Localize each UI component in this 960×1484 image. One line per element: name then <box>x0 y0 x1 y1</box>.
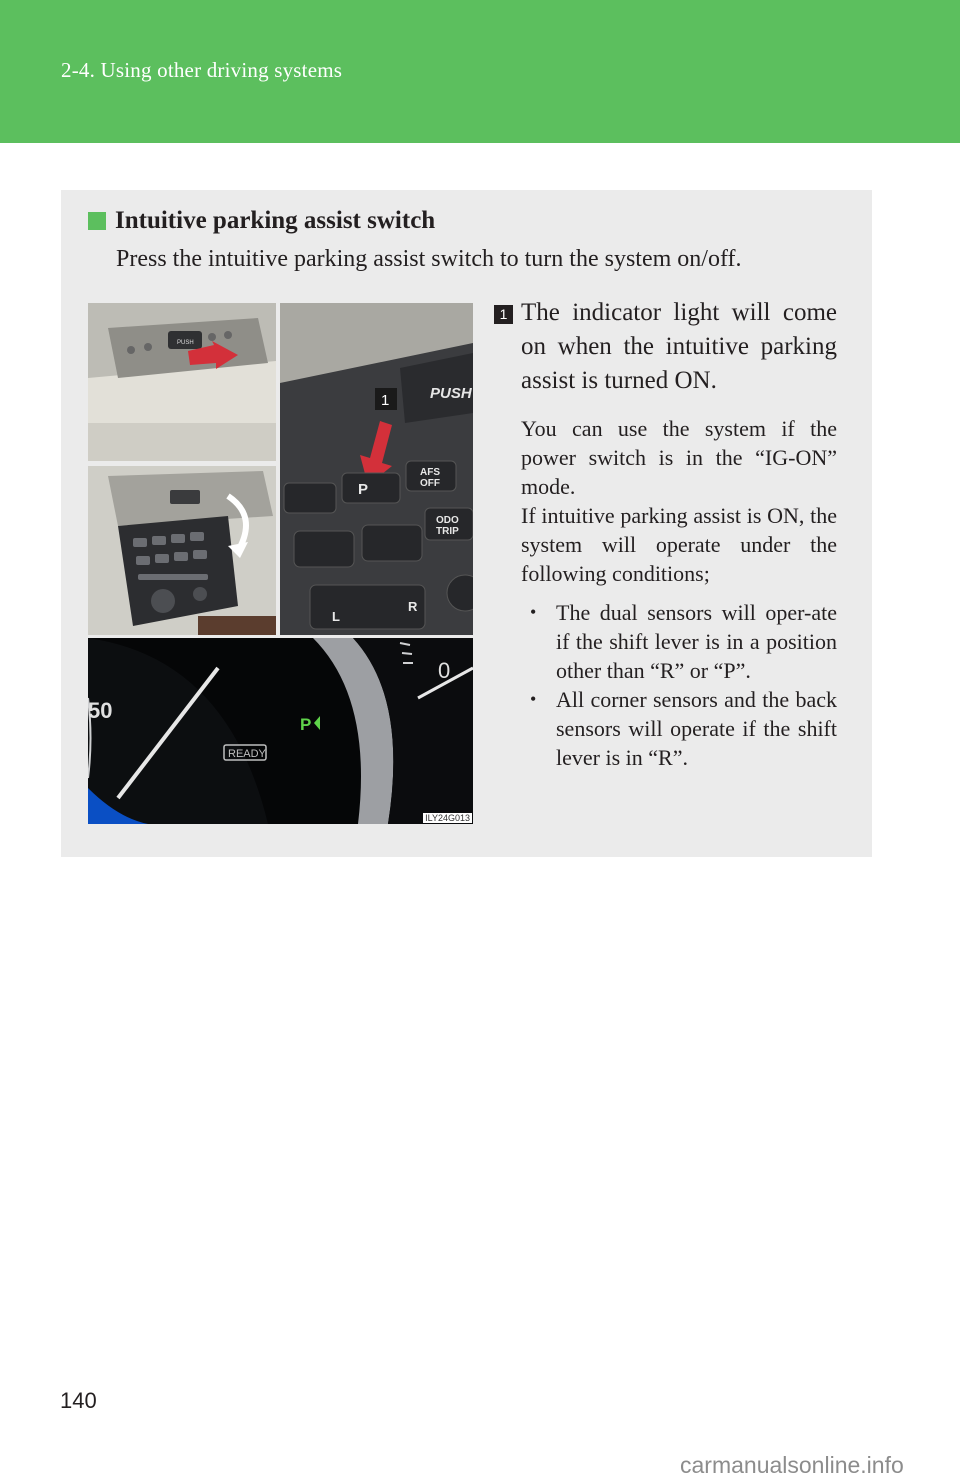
photo-meter-indicator <box>88 638 473 824</box>
list-item <box>530 685 837 772</box>
intro-text: Press the intuitive parking assist switch to turn the system on/off. <box>116 246 742 272</box>
chapter-title: 2-4. Using other driving systems <box>61 58 343 82</box>
parking-assist-indicator: P <box>300 715 312 734</box>
conditions-list <box>494 598 837 772</box>
section-title: Intuitive parking assist switch <box>115 207 436 234</box>
mirror-right-label: R <box>408 599 418 614</box>
afs-label: AFS <box>420 467 440 478</box>
afs-off-label: OFF <box>420 478 440 489</box>
callout-text: The indicator light will come on when the intuitive parking assist is turned ON. <box>521 299 837 394</box>
bullet-text: All corner sensors and the back sensors will operate if the shift lever is in “R”. <box>556 687 837 770</box>
callout-number-badge: 1 <box>381 392 390 409</box>
figure-code: ILY24G013 <box>425 813 470 823</box>
ready-indicator: READY <box>228 748 266 760</box>
section-heading <box>88 204 435 238</box>
push-label-small: PUSH <box>177 340 194 346</box>
mirror-left-label: L <box>332 609 340 624</box>
dial-0-label: 0 <box>438 658 451 683</box>
content-panel <box>61 190 872 857</box>
bullet-icon: • <box>530 689 537 709</box>
number-1-icon: 1 <box>494 305 513 324</box>
list-item <box>530 598 837 685</box>
photo-dashboard-switch <box>88 303 276 461</box>
bullet-text: The dual sensors will oper-ate if the shift lever is in a position other than “R” or “P”. <box>556 600 837 683</box>
paragraph-conditions: If intuitive parking assist is ON, the system will operate under the following conditions; <box>521 503 837 586</box>
photo-switch-closeup <box>280 303 473 635</box>
bullet-icon: • <box>530 602 537 622</box>
page-number: 140 <box>60 1388 97 1413</box>
odo-label: ODO <box>436 515 459 526</box>
parking-switch-label: P <box>358 481 369 498</box>
photo-switch-panel-open <box>88 466 276 635</box>
chapter-header <box>0 0 960 143</box>
green-square-icon <box>88 212 106 230</box>
callout-1 <box>494 296 837 398</box>
push-label: PUSH <box>430 385 472 402</box>
paragraph-ig-on: You can use the system if the power switch is in the “IG-ON” mode. <box>521 416 837 499</box>
trip-label: TRIP <box>436 526 459 537</box>
watermark: carmanualsonline.info <box>680 1452 904 1478</box>
dial-50-label: 50 <box>88 698 113 723</box>
explanation-column <box>494 296 837 772</box>
